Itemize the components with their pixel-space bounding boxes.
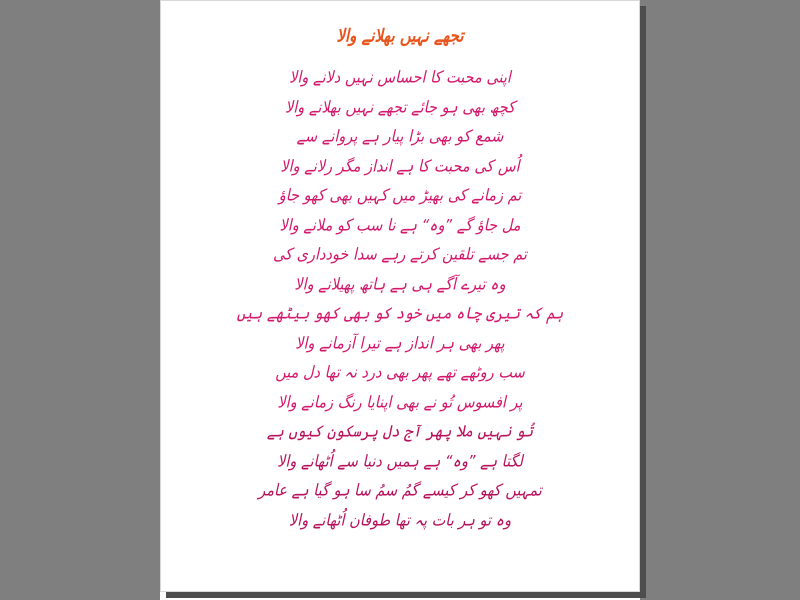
verse-line: پر افسوس تُو نے بھی اپنایا رنگ زمانے والا — [277, 393, 523, 412]
verse-line: اُس کی محبت کا ہے انداز مگر رلانے والا — [280, 157, 520, 176]
verse-line: تم جسے تلقین کرتے رہے سدا خودداری کی — [273, 246, 527, 264]
verse-line: تم زمانے کی بھیڑ میں کہیں بھی کھو جاؤ — [278, 187, 522, 205]
page-gutter-right — [640, 0, 800, 600]
verse-line: تمہیں کھو کر کیسے گمُ سمُ سا ہو گیا ہے عامر — [258, 482, 542, 500]
verse-line: اپنی محبت کا احساس نہیں دلانے والا — [289, 69, 511, 87]
poem-body — [161, 71, 639, 528]
page-gutter-left — [0, 0, 160, 600]
verse-line: پھر بھی ہر انداز ہے تیرا آزمانے والا — [295, 334, 505, 353]
verse-line: وہ تیرے آگے ہی ہے ہاتھ پھیلانے والا — [294, 275, 506, 294]
poem-title: تجھے نہیں بھلانے والا — [336, 25, 464, 47]
verse-line: سب روٹھے تھے پھر بھی درد نہ تھا دل میں — [275, 364, 525, 382]
verse-line: ہم کہ تیری چاہ میں خود کو بھی کھو بیٹھے ہیں — [236, 305, 564, 323]
verse-line: وہ تو ہر بات پہ تھا طوفان اُٹھانے والا — [288, 511, 512, 530]
verse-line: شمع کو بھی بڑا پیار ہے پروانے سے — [296, 128, 504, 146]
verse-line: تُو نہیں ملا پھر آج دل پرسکون کیوں ہے — [266, 423, 534, 441]
verse-line: کچھ بھی ہو جائے تجھے نہیں بھلانے والا — [284, 98, 516, 117]
verse-line: مل جاؤ گے ”وہ“ ہے نا سب کو ملانے والا — [279, 216, 521, 235]
document-page — [160, 0, 640, 592]
verse-line: لگتا ہے ”وہ“ ہے ہمیں دنیا سے اُٹھانے والا — [277, 452, 523, 471]
